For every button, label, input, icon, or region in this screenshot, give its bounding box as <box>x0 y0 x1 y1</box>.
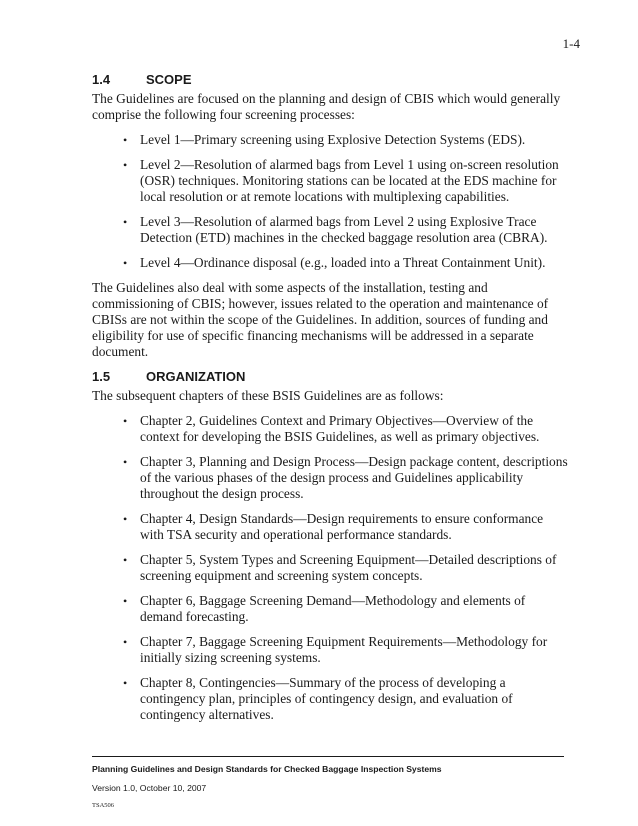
list-item <box>123 454 570 502</box>
section-number: 1.4 <box>92 72 111 87</box>
bullet-icon: • <box>123 158 128 172</box>
section-title: ORGANIZATION <box>146 369 246 384</box>
section-heading-organization <box>92 369 570 385</box>
organization-intro-paragraph: The subsequent chapters of these BSIS Guidelines are as follows: <box>92 388 444 403</box>
section-number: 1.5 <box>92 369 111 384</box>
list-item-text: Chapter 6, Baggage Screening Demand—Methodology and elements of demand forecasting. <box>140 593 526 624</box>
bullet-icon: • <box>123 635 128 649</box>
list-item <box>123 675 570 723</box>
section-heading-scope <box>92 72 570 88</box>
list-item-text: Chapter 3, Planning and Design Process—Design package content, descriptions of the various phases of the design process and Guidelines applicability throughout the design process. <box>140 454 568 501</box>
list-item-text: Chapter 2, Guidelines Context and Primary Objectives—Overview of the context for developing the BSIS Guidelines, as well as primary objectives. <box>140 413 540 444</box>
list-item-text: Chapter 4, Design Standards—Design requirements to ensure conformance with TSA security and operational performance standards. <box>140 511 544 542</box>
footer-version: Version 1.0, October 10, 2007 <box>92 783 207 793</box>
list-item <box>123 552 570 584</box>
list-item-text: Level 3—Resolution of alarmed bags from Level 2 using Explosive Trace Detection (ETD) machines in the checked baggage resolution area (CBRA). <box>140 214 548 245</box>
bullet-icon: • <box>123 215 128 229</box>
footer-divider <box>92 756 564 757</box>
list-item <box>123 214 570 246</box>
bullet-icon: • <box>123 594 128 608</box>
organization-bullet-list <box>92 413 570 723</box>
list-item-text: Chapter 5, System Types and Screening Equipment—Detailed descriptions of screening equipment and screening system concepts. <box>140 552 557 583</box>
list-item <box>123 634 570 666</box>
list-item <box>123 255 570 271</box>
bullet-icon: • <box>123 455 128 469</box>
scope-closing-paragraph: The Guidelines also deal with some aspects of the installation, testing and commissioning of CBIS; however, issues related to the operation and maintenance of CBISs are not within the scope of the Guidelines. In addition, sources of funding and eligibility for use of specific financing mechanisms will be addressed in a separate document. <box>92 280 549 359</box>
bullet-icon: • <box>123 676 128 690</box>
list-item-text: Level 4—Ordinance disposal (e.g., loaded into a Threat Containment Unit). <box>140 255 546 270</box>
list-item <box>123 593 570 625</box>
scope-intro-paragraph: The Guidelines are focused on the planning and design of CBIS which would generally comprise the following four screening processes: <box>92 91 561 122</box>
page-number: 1-4 <box>562 36 580 51</box>
bullet-icon: • <box>123 256 128 270</box>
list-item <box>123 157 570 205</box>
list-item <box>123 511 570 543</box>
bullet-icon: • <box>123 414 128 428</box>
list-item <box>123 413 570 445</box>
list-item <box>123 132 570 148</box>
scope-bullet-list <box>92 132 570 271</box>
bullet-icon: • <box>123 512 128 526</box>
list-item-text: Chapter 7, Baggage Screening Equipment Requirements—Methodology for initially sizing screening systems. <box>140 634 548 665</box>
section-title: SCOPE <box>146 72 192 87</box>
list-item-text: Level 2—Resolution of alarmed bags from Level 1 using on-screen resolution (OSR) techniques. Monitoring stations can be located at the EDS machine for local resolution or at remote locations with multiplexing capabilities. <box>140 157 559 204</box>
footer-document-code: TSA506 <box>92 802 115 809</box>
footer-document-title: Planning Guidelines and Design Standards for Checked Baggage Inspection Systems <box>92 764 442 774</box>
bullet-icon: • <box>123 133 128 147</box>
list-item-text: Chapter 8, Contingencies—Summary of the process of developing a contingency plan, principles of contingency design, and evaluation of contingency alternatives. <box>140 675 513 722</box>
list-item-text: Level 1—Primary screening using Explosive Detection Systems (EDS). <box>140 132 526 147</box>
bullet-icon: • <box>123 553 128 567</box>
document-body <box>92 72 570 732</box>
